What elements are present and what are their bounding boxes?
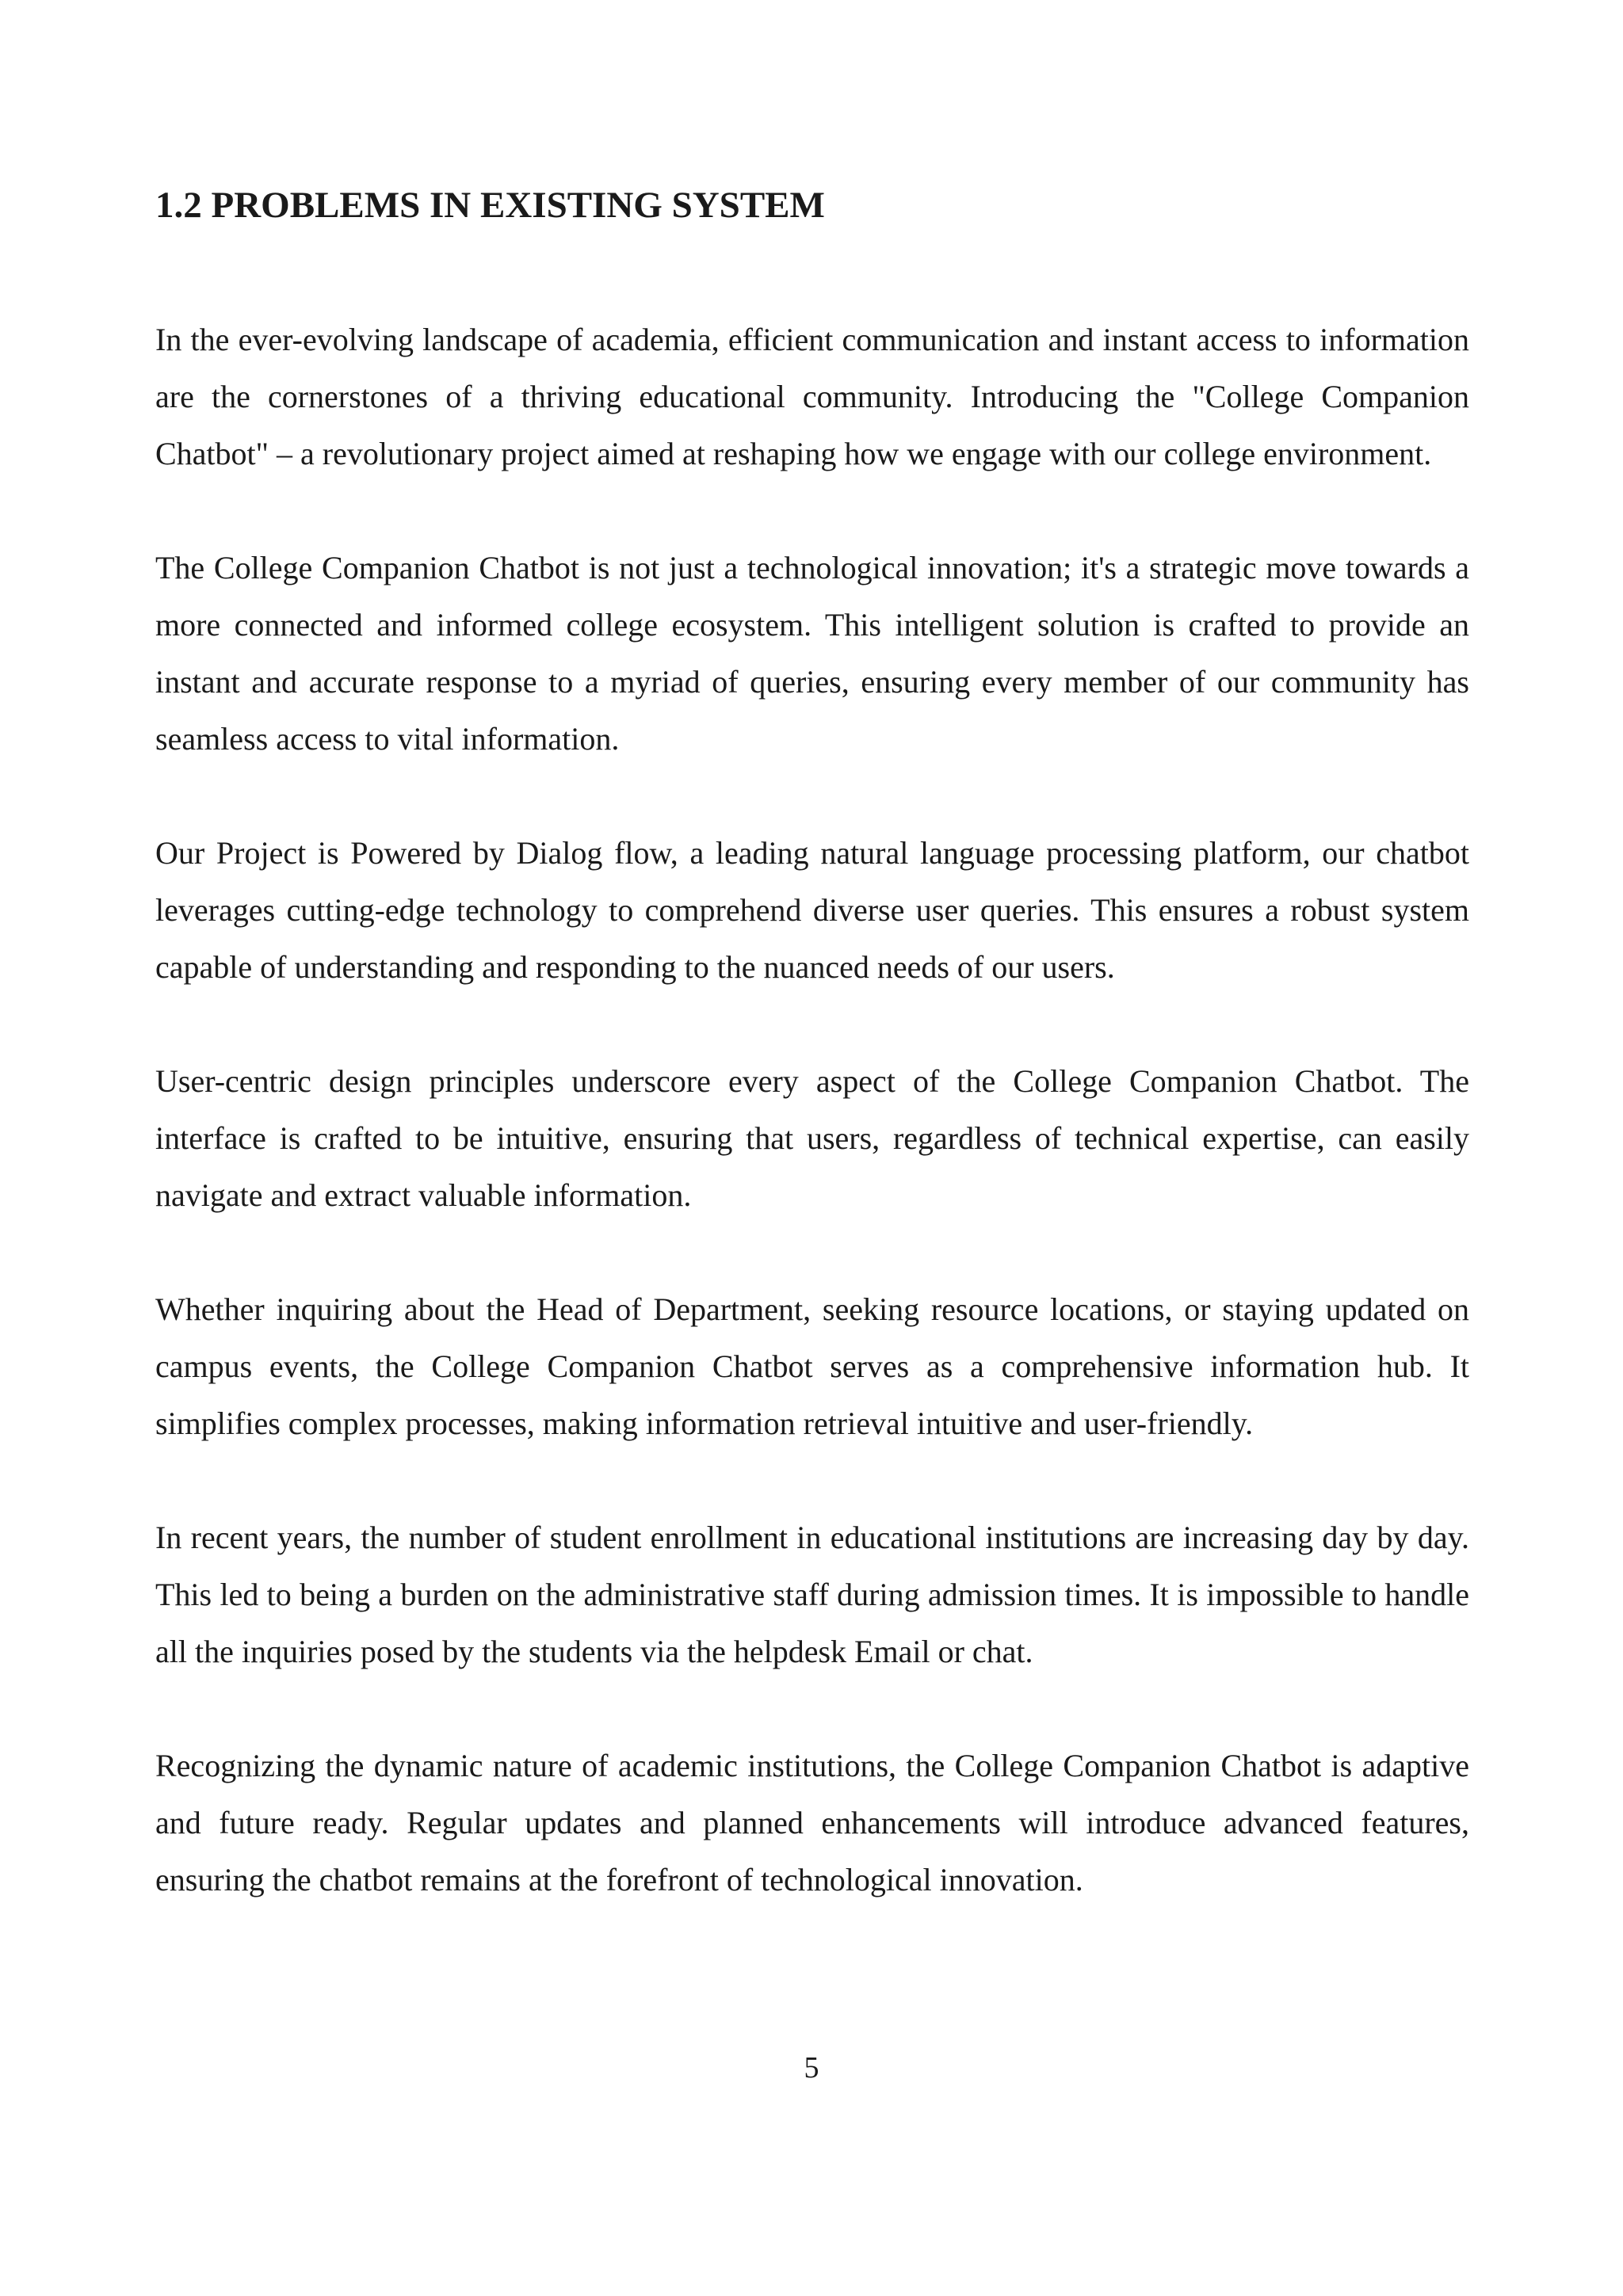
section-heading: 1.2 PROBLEMS IN EXISTING SYSTEM	[155, 185, 825, 226]
paragraph-intro: In the ever-evolving landscape of academia, efficient communication and instant access to information are the cornerstones of a thriving educational community. Introducing the "College Companion Chatbot" – a revolutionary project aimed at reshaping how we engage with our college environment.	[155, 322, 1469, 471]
body-text	[155, 311, 1469, 1966]
paragraph-ecosystem: The College Companion Chatbot is not just a technological innovation; it's a strategic move towards a more connected and informed college ecosystem. This intelligent solution is crafted to provide an instant and accurate response to a myriad of queries, ensuring every member of our community has seamless access to vital information.	[155, 550, 1469, 757]
paragraph-dialogflow: Our Project is Powered by Dialog flow, a leading natural language processing platform, our chatbot leverages cutting-edge technology to comprehend diverse user queries. This ensures a robust system capable of understanding and responding to the nuanced needs of our users.	[155, 835, 1469, 985]
paragraph-future-ready: Recognizing the dynamic nature of academic institutions, the College Companion Chatbot is adaptive and future ready. Regular updates and planned enhancements will introduce advanced features, ensuring the chatbot remains at the forefront of technological innovation.	[155, 1748, 1469, 1897]
paragraph-design: User-centric design principles underscore every aspect of the College Companion Chatbot. The interface is crafted to be intuitive, ensuring that users, regardless of technical expertise, can easily navigate and extract valuable information.	[155, 1063, 1469, 1213]
page-number: 5	[804, 2051, 819, 2084]
paragraph-information-hub: Whether inquiring about the Head of Department, seeking resource locations, or staying updated on campus events, the College Companion Chatbot serves as a comprehensive information hub. It simplifies complex processes, making information retrieval intuitive and user-friendly.	[155, 1291, 1469, 1441]
paragraph-enrollment: In recent years, the number of student enrollment in educational institutions are increasing day by day. This led to being a burden on the administrative staff during admission times. It is impossible to handle all the inquiries posed by the students via the helpdesk Email or chat.	[155, 1520, 1469, 1669]
